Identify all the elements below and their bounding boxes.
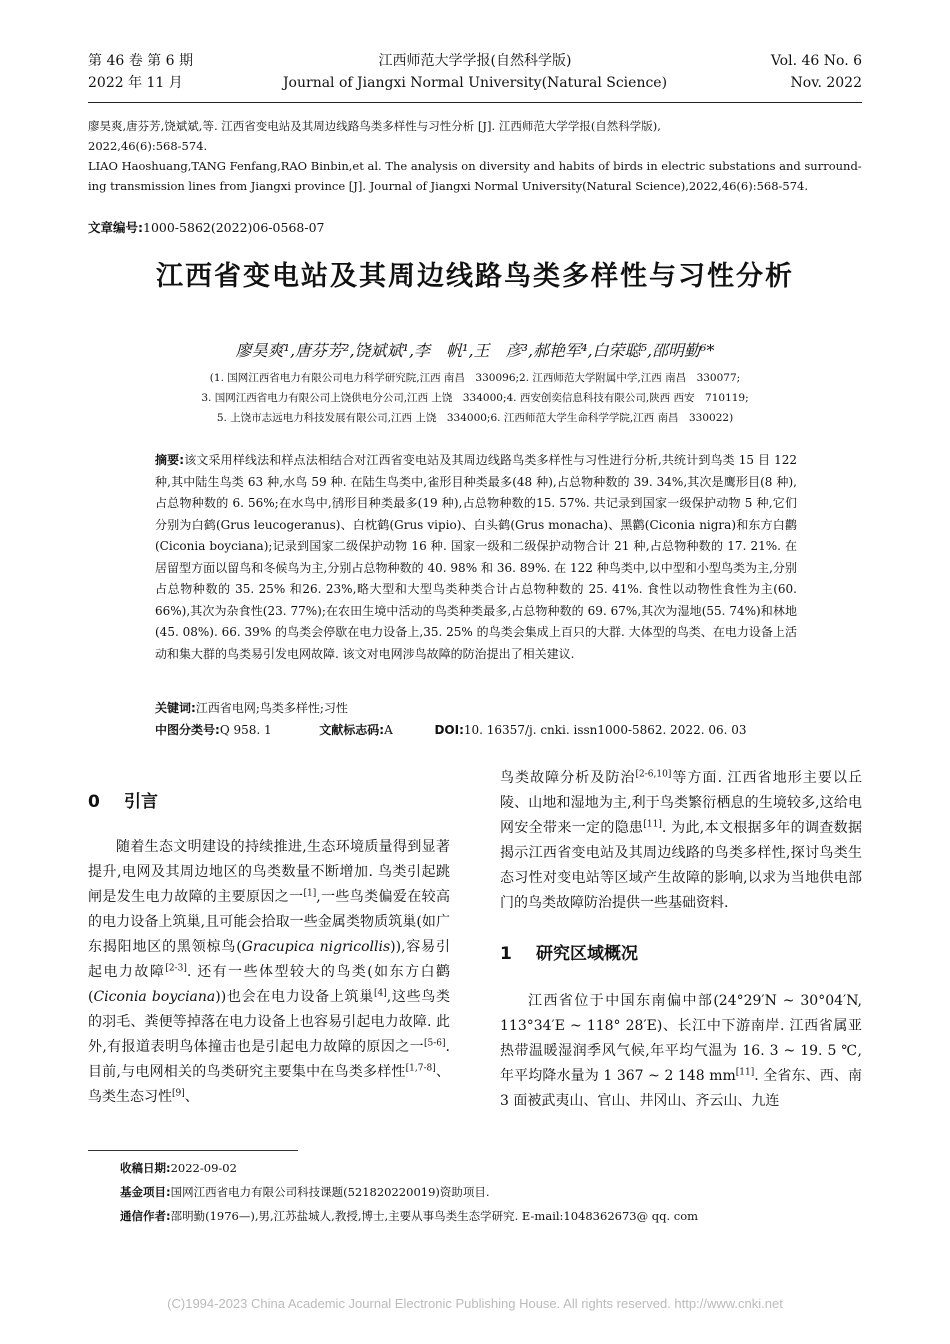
- doi-value: 10. 16357/j. cnki. issn1000-5862. 2022. 06. 03: [463, 723, 747, 737]
- fund-label: 基金项目:: [120, 1185, 171, 1199]
- ref-2-3: [2-3]: [165, 963, 187, 974]
- paper-title: 江西省变电站及其周边线路鸟类多样性与习性分析: [156, 261, 794, 292]
- clc-value: Q 958. 1: [219, 723, 272, 737]
- citation-cn-line2: 2022,46(6):568-574.: [88, 139, 208, 153]
- left-column: [88, 790, 450, 1110]
- article-number-value: 1000-5862(2022)06-0568-07: [143, 220, 325, 235]
- publication-date: 2022 年 11 月: [88, 75, 183, 91]
- ref-1: [1]: [303, 888, 317, 899]
- header-divider: [88, 102, 862, 103]
- section-1-title: 研究区域概况: [536, 944, 638, 964]
- fund-value: 国网江西省电力有限公司科技课题(521820220019)资助项目.: [170, 1185, 490, 1199]
- received-value: 2022-09-02: [170, 1161, 237, 1175]
- corresponding-author-label: 通信作者:: [120, 1209, 171, 1223]
- abstract-text: 该文采用样线法和样点法相结合对江西省变电站及其周边线路鸟类多样性与习性进行分析,共统计到鸟类 15 目 122 种,其中陆生鸟类 63 种,水鸟 59 种. 在陆生鸟类中,雀形目种类最多(48 种),占总物种数的 39. 34%,其次是鹰形目(8 种),占总物种数的 6. 56%;在水鸟中,鸻形目种类最多(19 种),占总物种数的15. 57%. 共记录到国家一级保护动物 5 种,它们分别为白鹤(Grus leucogeranus)、白枕鹤(Grus vipio)、白头鹤(Grus monacha)、黑鹳(Ciconia nigra)和东方白鹳(Ciconia boyciana);记录到国家二级保护动物 16 种. 国家一级和二级保护动物合计 21 种,占总物种数的 17. 21%. 在居留型方面以留鸟和冬候鸟为主,分别占总物种数的 40. 98% 和 36. 89%. 在 122 种鸟类中,以中型和小型鸟类为主,分别占总物种数的 35. 25% 和26. 23%,略大型和大型鸟类种类合计占总物种数的 25. 41%. 食性以动物性食性为主(60. 66%),其次为杂食性(23. 77%);在农田生境中活动的鸟类种类最多,占总物种数的 69. 67%,其次为湿地(55. 74%)和林地(45. 08%). 66. 39% 的鸟类会停歇在电力设备上,35. 25% 的鸟类会集成上百只的大群. 大体型的鸟类、在电力设备上活动和集大群的鸟类易引发电网故障. 该文对电网涉鸟故障的防治提出了相关建议.: [155, 453, 797, 661]
- header-right: [771, 50, 862, 94]
- doi-label: DOI:: [434, 723, 464, 737]
- intro-text-8: 、鸟类生态习性: [88, 1064, 451, 1105]
- ref-2-6-10: [2-6,10]: [635, 769, 672, 780]
- doc-code-value: A: [384, 723, 393, 737]
- intro-paragraph: [88, 835, 450, 1110]
- keywords-value: 江西省电网;鸟类多样性;习性: [195, 701, 348, 715]
- intro-text-3: )),容易引起电力故障: [88, 939, 451, 980]
- section-0-number: 0: [88, 792, 100, 812]
- study-area-text-1: 江西省位于中国东南偏中部(24°29′N ~ 30°04′N, 113°34′E ~ 118° 28′E)、长江中下游南岸. 江西省属亚热带温暖湿润季风气候,年平均气温为 16. 3 ~ 19. 5 ℃,年平均降水量为 1 367 ~ 2 148 mm: [500, 993, 862, 1084]
- intro-cont-text-2: 等方面. 江西省地形主要以丘陵、山地和湿地为主,利于鸟类繁衍栖息的生境较多,这给电网安全带来一定的隐患: [500, 770, 862, 836]
- journal-name-en: Journal of Jiangxi Normal University(Natural Science): [282, 75, 668, 91]
- footnote-divider: [88, 1150, 298, 1151]
- corresponding-author-value: 邵明勤(1976—),男,江苏盐城人,教授,博士,主要从事鸟类生态学研究. E-mail:1048362673@ qq. com: [170, 1209, 699, 1223]
- clc-label: 中图分类号:: [155, 723, 220, 737]
- received-label: 收稿日期:: [120, 1161, 171, 1175]
- classification-line: [155, 720, 797, 742]
- volume-issue: 第 46 卷 第 6 期: [88, 53, 193, 69]
- abstract-label: 摘要:: [155, 453, 185, 467]
- header-left: [88, 50, 193, 94]
- doc-code-label: 文献标志码:: [319, 723, 385, 737]
- citation-en-line1: LIAO Haoshuang,TANG Fenfang,RAO Binbin,et al. The analysis on diversity and habits of birds in electric substations and surround-: [88, 159, 862, 173]
- keywords-label: 关键词:: [155, 701, 196, 715]
- ref-11: [11]: [643, 819, 662, 830]
- author-list: 廖昊爽¹,唐芬芳²,饶斌斌¹,李 帆¹,王 彦³,郝艳军⁴,白荣聪⁵,邵明勤⁶*: [235, 341, 715, 360]
- footnote-fund: [120, 1180, 820, 1204]
- citation-cn-line1: 廖昊爽,唐芬芳,饶斌斌,等. 江西省变电站及其周边线路鸟类多样性与习性分析 [J]. 江西师范大学学报(自然科学版),: [88, 119, 661, 133]
- volume-en: Vol. 46 No. 6: [770, 53, 862, 69]
- header-center: [250, 50, 700, 94]
- intro-cont-text-3: . 为此,本文根据多年的调查数据揭示江西省变电站及其周边线路的鸟类多样性,探讨鸟类生态习性对变电站等区域产生故障的影响,以求为当地供电部门的鸟类故障防治提供一些基础资料.: [500, 820, 862, 911]
- ref-4: [4]: [373, 988, 387, 999]
- study-area-paragraph: [500, 989, 862, 1114]
- study-area-text-2: . 全省东、西、南 3 面被武夷山、官山、井冈山、齐云山、九连: [500, 1068, 862, 1109]
- intro-text-7: . 目前,与电网相关的鸟类研究主要集中在鸟类多样性: [88, 1039, 450, 1080]
- intro-text-6: ,这些鸟类的羽毛、粪便等掉落在电力设备上也容易引起电力故障. 此外,有报道表明鸟体撞击也是引起电力故障的原因之一: [88, 989, 450, 1055]
- intro-text-2: ,一些鸟类偏爱在较高的电力设备上筑巢,且可能会拾取一些金属类物质筑巢(如广东揭阳地区的黑领椋鸟(: [88, 889, 450, 955]
- citation-block: [88, 116, 862, 196]
- intro-text-9: 、: [184, 1089, 199, 1105]
- footnote-author: [120, 1204, 820, 1228]
- ref-5-6: [5-6]: [424, 1038, 446, 1049]
- section-0-heading: [88, 790, 450, 815]
- journal-name-cn: 江西师范大学学报(自然科学版): [378, 53, 572, 69]
- citation-en-line2: ing transmission lines from Jiangxi province [J]. Journal of Jiangxi Normal University(Natural Science),2022,46(6):568-574.: [88, 179, 809, 193]
- ref-1-7-8: [1,7-8]: [405, 1063, 436, 1074]
- section-0-title: 引言: [124, 792, 158, 812]
- affiliation-line-2: 3. 国网江西省电力有限公司上饶供电分公司,江西 上饶 334000;4. 西安创奕信息科技有限公司,陕西 西安 710119;: [201, 392, 749, 404]
- article-number: [88, 218, 324, 236]
- right-column: [500, 766, 862, 1114]
- intro-text-4: . 还有一些体型较大的鸟类(如东方白鹳(: [88, 964, 451, 1005]
- footnote-received: [120, 1156, 820, 1180]
- affiliation-line-3: 5. 上饶市志远电力科技发展有限公司,江西 上饶 334000;6. 江西师范大学生命科学学院,江西 南昌 330022): [216, 412, 734, 424]
- article-number-label: 文章编号:: [88, 220, 143, 235]
- ref-11b: [11]: [735, 1067, 755, 1078]
- section-1-number: 1: [500, 944, 512, 964]
- abstract: [155, 450, 797, 665]
- keywords: [155, 698, 797, 720]
- ref-9: [9]: [172, 1088, 185, 1099]
- species-gracupica: Gracupica nigricollis: [241, 939, 391, 955]
- intro-text-1: 随着生态文明建设的持续推进,生态环境质量得到显著提升,电网及其周边地区的鸟类数量不断增加. 鸟类引起跳闸是发生电力故障的主要原因之一: [88, 839, 450, 905]
- date-en: Nov. 2022: [790, 75, 862, 91]
- affiliation-line-1: (1. 国网江西省电力有限公司电力科学研究院,江西 南昌 330096;2. 江西师范大学附属中学,江西 南昌 330077;: [209, 372, 741, 384]
- intro-continuation: [500, 766, 862, 916]
- intro-cont-text-1: 鸟类故障分析及防治: [500, 770, 636, 786]
- copyright-watermark: (C)1994-2023 China Academic Journal Electronic Publishing House. All rights reserved. http://www.cnki.net: [167, 1296, 783, 1311]
- section-1-heading: [500, 942, 862, 967]
- species-ciconia: Ciconia boyciana: [93, 989, 216, 1005]
- intro-text-5: ))也会在电力设备上筑巢: [215, 989, 374, 1005]
